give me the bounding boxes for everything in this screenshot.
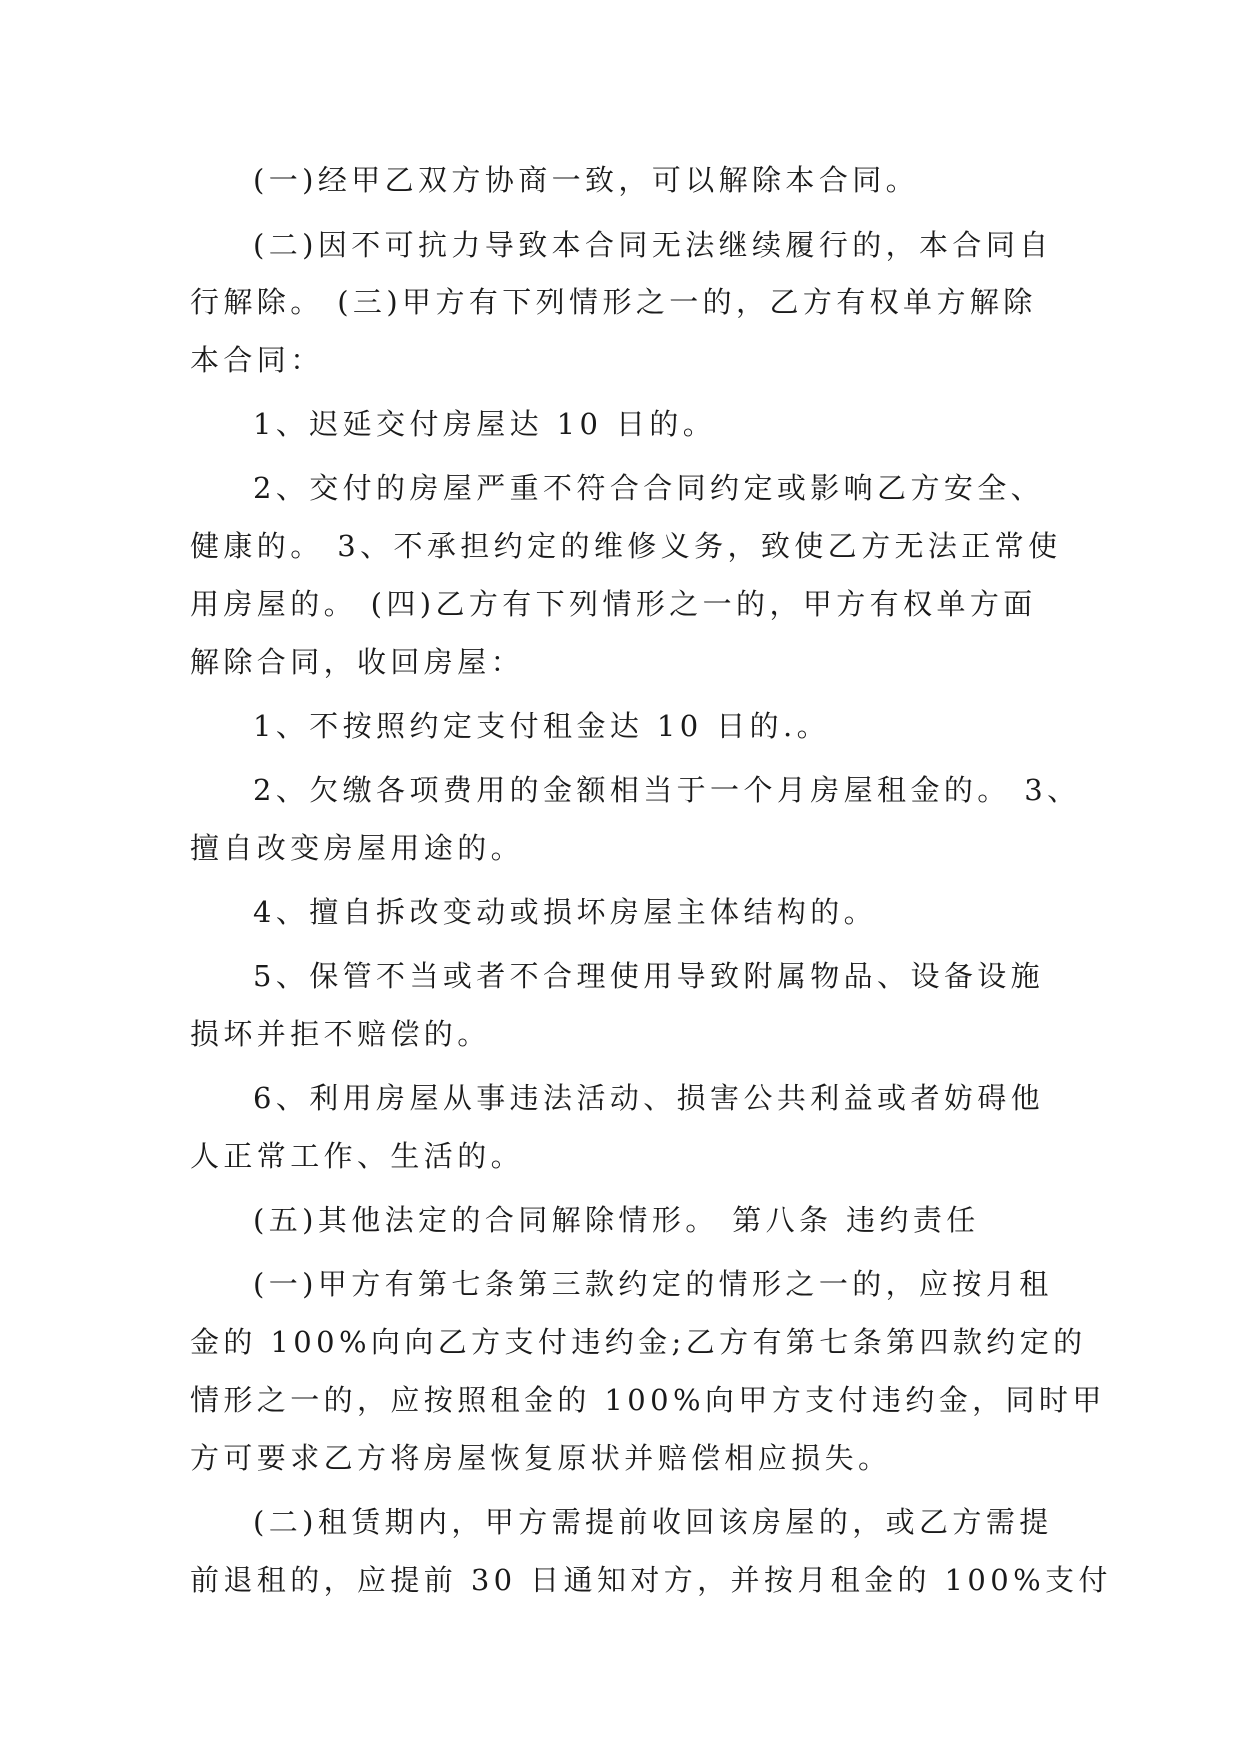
text-line: (二)因不可抗力导致本合同无法继续履行的，本合同自 [253, 228, 1053, 262]
text-line: 本合同： [190, 343, 324, 377]
text-line: 健康的。 3、不承担约定的维修义务，致使乙方无法正常使 [190, 529, 1062, 563]
text-line: (一)经甲乙双方协商一致，可以解除本合同。 [253, 163, 920, 197]
text-line: 6、利用房屋从事违法活动、损害公共利益或者妨碍他 [253, 1081, 1045, 1115]
text-line: 1、不按照约定支付租金达 10 日的.。 [253, 709, 831, 743]
text-line: 行解除。 (三)甲方有下列情形之一的，乙方有权单方解除 [190, 285, 1037, 319]
text-line: (一)甲方有第七条第三款约定的情形之一的，应按月租 [253, 1267, 1053, 1301]
text-line: 金的 100%向向乙方支付违约金;乙方有第七条第四款约定的 [190, 1325, 1087, 1359]
text-line: 方可要求乙方将房屋恢复原状并赔偿相应损失。 [190, 1441, 892, 1475]
text-line: 4、擅自拆改变动或损坏房屋主体结构的。 [253, 895, 878, 929]
text-line: (二)租赁期内，甲方需提前收回该房屋的，或乙方需提 [253, 1505, 1053, 1539]
text-line: (五)其他法定的合同解除情形。 第八条 违约责任 [253, 1203, 980, 1237]
text-line: 人正常工作、生活的。 [190, 1139, 525, 1173]
text-line: 解除合同，收回房屋： [190, 645, 525, 679]
text-line: 2、交付的房屋严重不符合合同约定或影响乙方安全、 [253, 471, 1045, 505]
text-line: 擅自改变房屋用途的。 [190, 831, 525, 865]
text-line: 2、欠缴各项费用的金额相当于一个月房屋租金的。 3、 [253, 773, 1081, 807]
text-line: 前退租的，应提前 30 日通知对方，并按月租金的 100%支付 [190, 1563, 1112, 1597]
text-line: 损坏并拒不赔偿的。 [190, 1017, 491, 1051]
text-line: 情形之一的，应按照租金的 100%向甲方支付违约金，同时甲 [190, 1383, 1106, 1417]
text-line: 5、保管不当或者不合理使用导致附属物品、设备设施 [253, 959, 1045, 993]
text-line: 用房屋的。 (四)乙方有下列情形之一的，甲方有权单方面 [190, 587, 1037, 621]
text-line: 1、迟延交付房屋达 10 日的。 [253, 407, 717, 441]
